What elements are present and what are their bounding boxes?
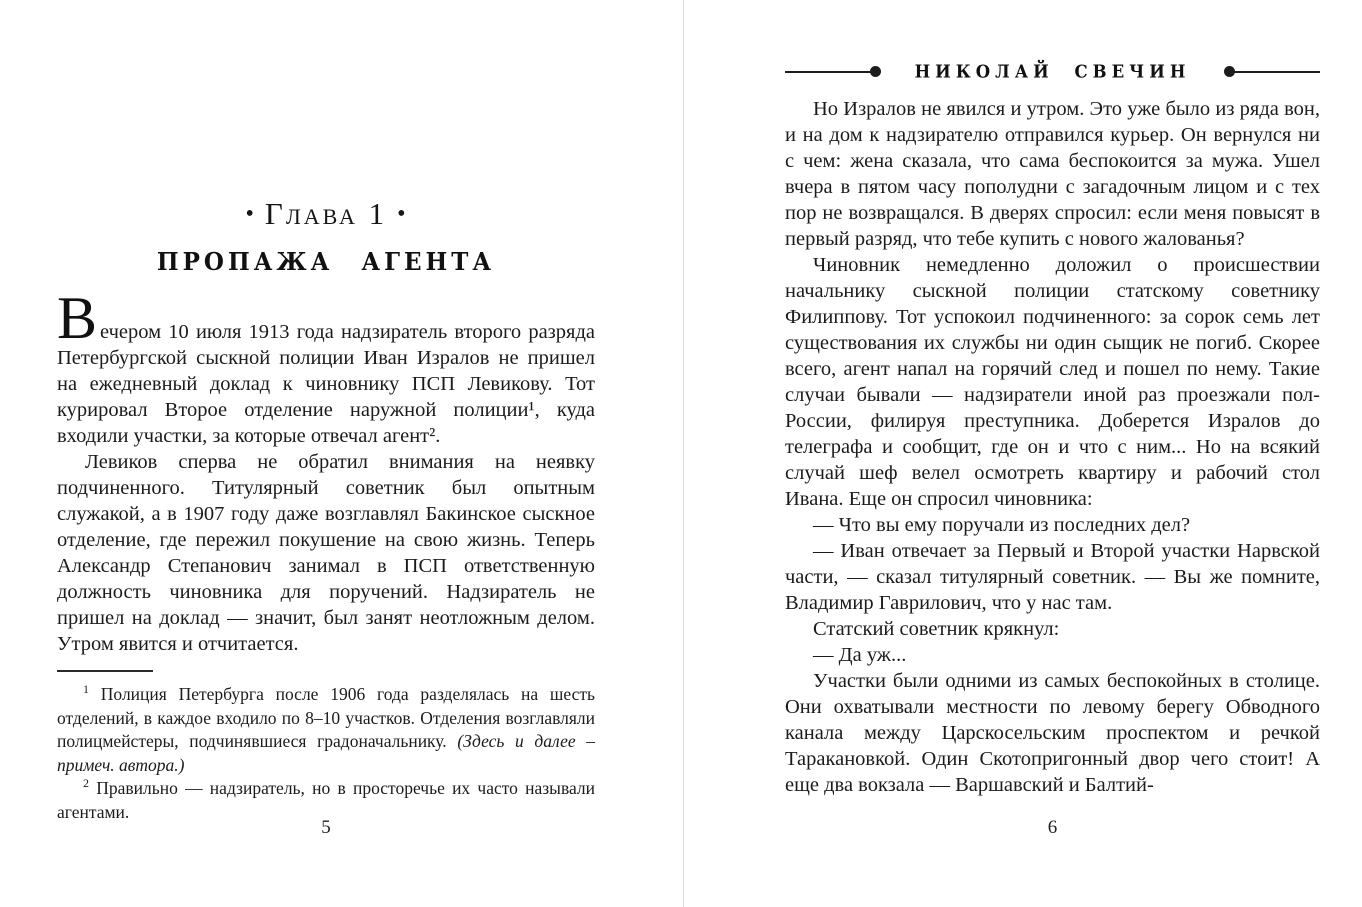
chapter-title (57, 196, 595, 232)
header-rule-right (1233, 71, 1320, 73)
footnote-separator (57, 670, 153, 672)
header-dot-icon (870, 66, 881, 77)
header-rule-left (785, 71, 872, 73)
footnote-marker: 1 (83, 682, 89, 697)
paragraph: Статский советник крякнул: (813, 618, 1060, 640)
page-right (785, 0, 1320, 907)
dialogue-line: — Иван отвечает за Первый и Второй участки Нарвской части, — сказал титулярный советник. — Вы же помните, Владимир Гаврилович, что у нас там. (785, 540, 1320, 614)
left-page-body (57, 285, 595, 657)
paragraph: Чиновник немедленно доложил о происшествии начальнику сыскной полиции статскому советнику Филиппову. Тот успокоил подчиненного: за сорок семь лет существования их службы ни один сыщик не погиб. Скорее всего, агент напал на горячий след и пошел по нему. Такие случаи бывали — надзиратели иной раз проезжали пол-России, филируя преступника. Доберется Изралов до телеграфа и сообщит, где он и что с ним... Но на всякий случай шеф велел осмотреть квартиру и рабочий стол Ивана. Еще он спросил чиновника: (785, 254, 1320, 510)
paragraph (57, 285, 595, 449)
footnote (57, 683, 595, 777)
bullet-icon: • (397, 201, 407, 227)
chapter-subtitle: ПРОПАЖА АГЕНТА (156, 248, 496, 277)
right-page-body (785, 96, 1320, 798)
footnotes-block (57, 670, 595, 824)
chapter-head (57, 196, 595, 275)
page-gutter-divider (683, 0, 684, 907)
bullet-icon: • (245, 201, 255, 227)
paragraph-text: ечером 10 июля 1913 года надзиратель второго разряда Петербургской сыскной полиции Иван Изралов не пришел на ежедневный доклад к чиновнику ПСП Левикову. Тот курировал Второе отделение наружной полиции¹, куда входили участки, за которые отвечал агент². (57, 321, 595, 447)
dropcap-letter: В (57, 285, 98, 351)
dialogue-line: — Что вы ему поручали из последних дел? (813, 514, 1191, 536)
dialogue-line: — Да уж... (813, 644, 907, 666)
page-number-left: 5 (321, 817, 331, 838)
footnote-marker: 2 (83, 776, 89, 791)
running-header-text: НИКОЛАЙ СВЕЧИН (914, 61, 1191, 82)
chapter-title-text: Глава 1 (264, 196, 388, 231)
running-header (785, 62, 1320, 81)
paragraph: Но Изралов не явился и утром. Это уже было из ряда вон, и на дом к надзирателю отправился курьер. Он вернулся ни с чем: жена сказала, что сама беспокоится за мужа. Ушел вчера в пятом часу пополудни с загадочным лицом и с тех пор не возвращался. В дверях спросил: если меня повысят в первый разряд, что тебе купить с нового жалованья? (785, 98, 1320, 250)
page-left (57, 0, 595, 907)
footnote-text: Полиция Петербурга после 1906 года разделялась на шесть отделений, в каждое входило по 8–10 участков. Отделения возглавляли полицмейстеры, подчинявшиеся градоначальнику. (57, 684, 595, 751)
paragraph: Участки были одними из самых беспокойных в столице. Они охватывали местности по левому берегу Обводного канала между Царскосельским проспектом и речкой Таракановкой. Один Скотопригонный двор чего стоит! А еще два вокзала — Варшавский и Балтий- (785, 670, 1320, 796)
paragraph: Левиков сперва не обратил внимания на неявку подчиненного. Титулярный советник был опытным служакой, а в 1907 году даже возглавлял Бакинское сыскное отделение, где пережил покушение на свою жизнь. Теперь Александр Степанович занимал в ПСП ответственную должность чиновника для поручений. Надзиратель не пришел на доклад — значит, был занят неотложным делом. Утром явится и отчитается. (57, 451, 595, 655)
footnote-author-note: (Здесь и далее – примеч. автора.) (57, 731, 595, 775)
footnote-text: Правильно — надзиратель, но в просторечье их часто называли агентами. (57, 778, 595, 822)
page-number-right: 6 (1047, 817, 1058, 838)
